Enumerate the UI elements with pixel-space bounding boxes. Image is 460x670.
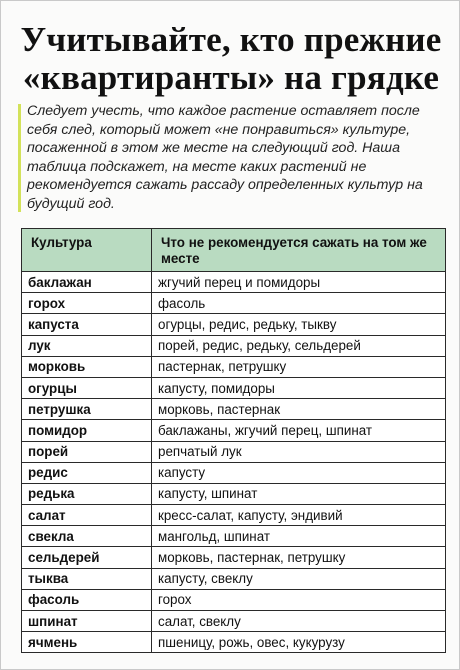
crop-name-cell: морковь	[22, 356, 152, 377]
table-row	[22, 441, 446, 462]
crop-rotation-table	[21, 228, 446, 653]
table-row	[22, 547, 446, 568]
crop-name-cell: лук	[22, 335, 152, 356]
avoid-crops-cell: морковь, пастернак, петрушку	[152, 547, 446, 568]
crop-name-cell: баклажан	[22, 272, 152, 293]
crop-name-cell: ячмень	[22, 632, 152, 653]
crop-name-cell: редис	[22, 462, 152, 483]
crop-name-cell: огурцы	[22, 377, 152, 398]
avoid-crops-cell: капусту, свеклу	[152, 568, 446, 589]
table-row	[22, 526, 446, 547]
table-row	[22, 335, 446, 356]
avoid-crops-cell: кресс-салат, капусту, эндивий	[152, 505, 446, 526]
crop-name-cell: сельдерей	[22, 547, 152, 568]
crop-name-cell: салат	[22, 505, 152, 526]
table-row	[22, 462, 446, 483]
avoid-crops-cell: жгучий перец и помидоры	[152, 272, 446, 293]
avoid-crops-cell: фасоль	[152, 293, 446, 314]
avoid-crops-cell: мангольд, шпинат	[152, 526, 446, 547]
avoid-crops-cell: репчатый лук	[152, 441, 446, 462]
column-header-avoid: Что не рекомендуется сажать на том же месте	[152, 229, 446, 272]
crop-name-cell: петрушка	[22, 399, 152, 420]
crop-name-cell: свекла	[22, 526, 152, 547]
crop-name-cell: тыква	[22, 568, 152, 589]
table-row	[22, 377, 446, 398]
avoid-crops-cell: баклажаны, жгучий перец, шпинат	[152, 420, 446, 441]
avoid-crops-cell: морковь, пастернак	[152, 399, 446, 420]
avoid-crops-cell: горох	[152, 589, 446, 610]
table-row	[22, 632, 446, 653]
crop-name-cell: горох	[22, 293, 152, 314]
avoid-crops-cell: капусту, помидоры	[152, 377, 446, 398]
intro-paragraph: Следует учесть, что каждое растение оставляет после себя след, который может «не понравиться» культуре, посаженной в этом же месте на следующий год. Наша таблица подскажет, на месте каких растений не рекомендуется сажать рассаду определенных культур на будущий год.	[27, 103, 423, 212]
table-body	[22, 272, 446, 653]
table-row	[22, 611, 446, 632]
crop-name-cell: капуста	[22, 314, 152, 335]
table-row	[22, 420, 446, 441]
crop-name-cell: шпинат	[22, 611, 152, 632]
table-row	[22, 399, 446, 420]
table-row	[22, 589, 446, 610]
avoid-crops-cell: салат, свеклу	[152, 611, 446, 632]
avoid-crops-cell: капусту, шпинат	[152, 483, 446, 504]
column-header-crop: Культура	[22, 229, 152, 272]
intro-accent-bar	[18, 104, 21, 212]
table-row	[22, 314, 446, 335]
table-row	[22, 356, 446, 377]
crop-name-cell: фасоль	[22, 589, 152, 610]
table-row	[22, 568, 446, 589]
page-title: Учитывайте, кто прежние «квартиранты» на грядке	[20, 20, 442, 97]
table-header-row	[22, 229, 446, 272]
crop-name-cell: порей	[22, 441, 152, 462]
avoid-crops-cell: капусту	[152, 462, 446, 483]
avoid-crops-cell: пастернак, петрушку	[152, 356, 446, 377]
table-row	[22, 272, 446, 293]
avoid-crops-cell: огурцы, редис, редьку, тыкву	[152, 314, 446, 335]
avoid-crops-cell: пшеницу, рожь, овес, кукурузу	[152, 632, 446, 653]
avoid-crops-cell: порей, редис, редьку, сельдерей	[152, 335, 446, 356]
table-row	[22, 483, 446, 504]
crop-name-cell: редька	[22, 483, 152, 504]
crop-name-cell: помидор	[22, 420, 152, 441]
table-row	[22, 293, 446, 314]
table-row	[22, 505, 446, 526]
